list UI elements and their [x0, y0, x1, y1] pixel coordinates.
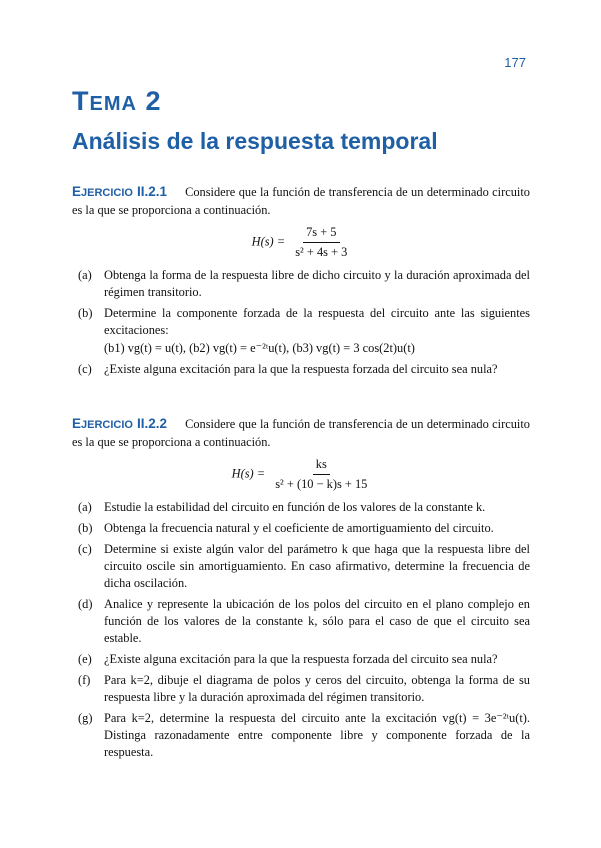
exercise-2 — [72, 415, 530, 765]
exercise-2-label-first: E — [72, 416, 82, 431]
item-label: (a) — [78, 500, 92, 514]
item-text: Analice y represente la ubicación de los polos del circuito en el plano complejo en función de los valores de la constante k, sólo para el caso de que el circuito sea estable. — [104, 597, 530, 645]
item-label: (d) — [78, 597, 93, 611]
item-text: ¿Existe alguna excitación para la que la respuesta forzada del circuito sea nula? — [104, 652, 498, 666]
chapter-title — [72, 86, 162, 117]
exercise-1-label-number: II.2.1 — [137, 184, 168, 199]
exercise-1-item-b — [72, 305, 530, 357]
item-text: Obtenga la forma de la respuesta libre de dicho circuito y la duración aproximada del régimen transitorio. — [104, 268, 530, 299]
exercise-2-item-a — [72, 499, 530, 516]
chapter-title-rest: EMA — [89, 93, 137, 115]
exercise-1-formula-lhs: H(s) = — [251, 234, 286, 249]
item-text: ¿Existe alguna excitación para la que la respuesta forzada del circuito sea nula? — [104, 362, 498, 376]
chapter-title-first-letter: T — [72, 86, 90, 116]
item-subtext: (b1) vg(t) = u(t), (b2) vg(t) = e⁻²ᵗu(t), (b3) vg(t) = 3 cos(2t)u(t) — [104, 341, 415, 355]
exercise-1-numerator: 7s + 5 — [303, 224, 339, 243]
exercise-2-item-f — [72, 672, 530, 706]
exercise-2-item-e — [72, 651, 530, 668]
exercise-2-numerator: ks — [313, 456, 330, 475]
item-label: (b) — [78, 306, 93, 320]
exercise-1-label-rest: JERCICIO — [81, 187, 133, 199]
chapter-subtitle: Análisis de la respuesta temporal — [72, 128, 438, 154]
exercise-1-denominator: s² + 4s + 3 — [295, 245, 348, 259]
exercise-2-intro: Considere que la función de transferencia de un determinado circuito es la que se proporciona a continuación. — [72, 417, 530, 449]
exercise-1-label — [72, 184, 167, 199]
exercise-2-label-number: II.2.2 — [137, 416, 168, 431]
exercise-2-items — [72, 499, 530, 761]
item-text: Para k=2, determine la respuesta del circuito ante la excitación vg(t) = 3e⁻²ᵗu(t). Distinga razonadamente entre componente libre y componente forzada de la respuesta. — [104, 711, 530, 759]
item-label: (b) — [78, 521, 93, 535]
exercise-2-denominator: s² + (10 − k)s + 15 — [275, 477, 368, 491]
item-text: Determine la componente forzada de la respuesta del circuito ante las siguientes excitaciones: — [104, 306, 530, 337]
exercise-1-label-first: E — [72, 184, 82, 199]
item-label: (c) — [78, 362, 92, 376]
exercise-2-item-c — [72, 541, 530, 592]
exercise-1-item-c — [72, 361, 530, 378]
exercise-1-items — [72, 267, 530, 378]
exercise-2-fraction — [272, 456, 370, 493]
exercise-1 — [72, 183, 530, 382]
exercise-2-item-d — [72, 596, 530, 647]
page-number: 177 — [504, 55, 526, 70]
exercise-2-label — [72, 416, 167, 431]
exercise-2-item-g — [72, 710, 530, 761]
item-text: Obtenga la frecuencia natural y el coeficiente de amortiguamiento del circuito. — [104, 521, 494, 535]
exercise-1-fraction — [292, 224, 350, 261]
item-label: (c) — [78, 542, 92, 556]
item-label: (e) — [78, 652, 92, 666]
exercise-2-formula-lhs: H(s) = — [231, 466, 266, 481]
exercise-2-intro-block — [72, 415, 530, 451]
chapter-number: 2 — [145, 86, 162, 116]
item-label: (a) — [78, 268, 92, 282]
exercise-1-intro-block — [72, 183, 530, 219]
item-text: Determine si existe algún valor del parámetro k que haga que la respuesta libre del circuito oscile sin amortiguamiento. En caso afirmativo, determine la frecuencia de dicha oscilación. — [104, 542, 530, 590]
item-label: (f) — [78, 673, 91, 687]
item-text-block — [104, 305, 530, 357]
item-label: (g) — [78, 711, 93, 725]
item-text: Estudie la estabilidad del circuito en función de los valores de la constante k. — [104, 500, 486, 514]
exercise-2-item-b — [72, 520, 530, 537]
exercise-1-item-a — [72, 267, 530, 301]
exercise-2-formula — [72, 456, 530, 493]
exercise-2-label-rest: JERCICIO — [81, 419, 133, 431]
item-text: Para k=2, dibuje el diagrama de polos y ceros del circuito, obtenga la forma de su respuesta libre y la duración aproximada del régimen transitorio. — [104, 673, 530, 704]
exercise-1-formula — [72, 224, 530, 261]
exercise-1-intro: Considere que la función de transferencia de un determinado circuito es la que se proporciona a continuación. — [72, 185, 530, 217]
